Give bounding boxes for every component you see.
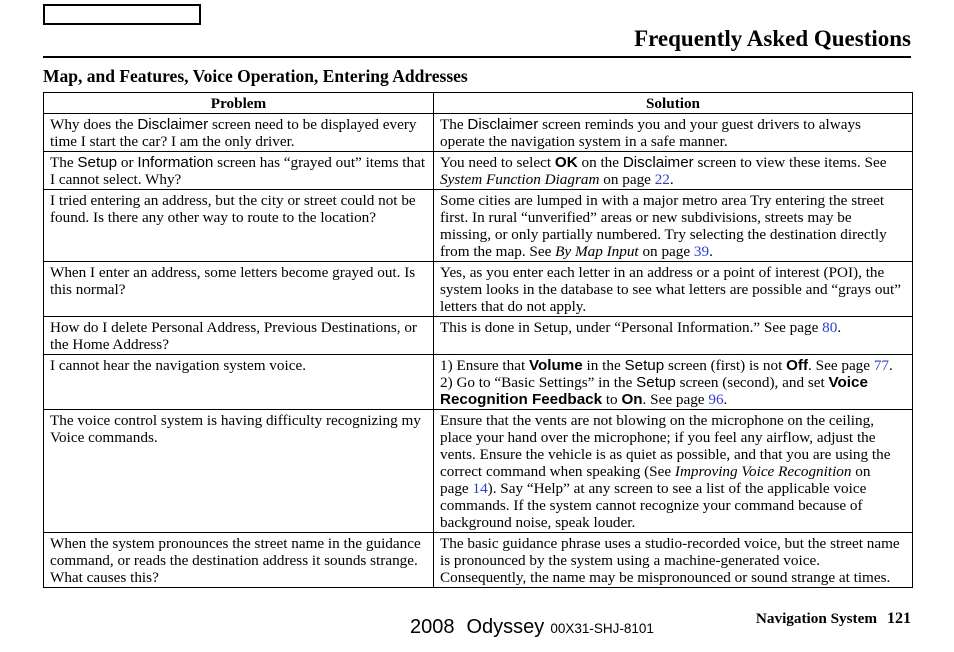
faq-table-head [44, 93, 913, 114]
text-line [50, 264, 429, 281]
problem-cell [44, 262, 434, 317]
text-line [440, 497, 908, 514]
model-name: Odyssey [466, 616, 545, 638]
plain-text: I tried entering an address, but the city or street could not be [50, 192, 416, 209]
text-line [440, 535, 908, 552]
plain-text: this normal? [50, 281, 126, 298]
page-link[interactable]: 14 [472, 480, 488, 497]
page-link[interactable]: 77 [873, 357, 890, 374]
text-line [440, 226, 908, 243]
text-line [440, 281, 908, 298]
plain-text: . [723, 391, 728, 408]
faq-row [44, 533, 913, 588]
solution-cell [434, 410, 913, 533]
page-link[interactable]: 80 [822, 319, 838, 336]
plain-text: is pronounced by the system using a machine-generated voice. [440, 552, 820, 569]
faq-row [44, 152, 913, 190]
plain-text: I cannot hear the navigation system voice. [50, 357, 306, 374]
section-heading: Map, and Features, Voice Operation, Entering Addresses [43, 66, 468, 86]
section-tab-box [43, 4, 201, 25]
plain-text: on page [638, 243, 694, 260]
plain-text: on page [599, 171, 655, 188]
plain-text: on the [577, 154, 623, 171]
text-line [440, 357, 908, 374]
text-line [440, 480, 908, 497]
plain-text: screen has “grayed out” items that [213, 154, 426, 171]
faq-header-row [44, 93, 913, 114]
plain-text: . [709, 243, 713, 260]
problem-cell [44, 152, 434, 190]
plain-text: time I start the car? I am the only driver. [50, 133, 295, 150]
footer-section-label [756, 610, 911, 627]
plain-text: How do I delete Personal Address, Previous Destinations, or [50, 319, 417, 336]
ui-command: Recognition Feedback [440, 391, 603, 408]
ui-command: Volume [529, 357, 583, 374]
text-line [440, 171, 908, 188]
page-number: 121 [887, 610, 911, 627]
plain-text: ). Say “Help” at any screen to see a list of the applicable voice [487, 480, 867, 497]
problem-cell [44, 317, 434, 355]
text-line [50, 412, 429, 429]
solution-cell [434, 355, 913, 410]
faq-table [43, 92, 913, 588]
ui-command: OK [554, 154, 578, 171]
plain-text: background noise, speak louder. [440, 514, 636, 531]
text-line [440, 412, 908, 429]
plain-text: or [117, 154, 138, 171]
plain-text: Ensure that the vents are not blowing on the microphone on the ceiling, [440, 412, 875, 429]
solution-cell [434, 317, 913, 355]
problem-cell [44, 114, 434, 152]
text-line [50, 336, 429, 353]
page-link[interactable]: 39 [693, 243, 710, 260]
text-line [440, 209, 908, 226]
text-line [440, 319, 908, 336]
plain-text: This is done in Setup, under “Personal Information.” See page [440, 319, 823, 336]
plain-text: on [851, 463, 871, 480]
text-line [50, 319, 429, 336]
text-line [50, 192, 429, 209]
plain-text: You need to select [440, 154, 555, 171]
solution-cell [434, 533, 913, 588]
problem-cell [44, 190, 434, 262]
footer-section-name: Navigation System [755, 610, 877, 627]
faq-row [44, 355, 913, 410]
plain-text: The basic guidance phrase uses a studio-recorded voice, but the street name [440, 535, 900, 552]
plain-text: found. Is there any other way to route to the location? [50, 209, 377, 226]
text-line [50, 154, 429, 171]
ui-term: Disclaimer [467, 116, 539, 133]
text-line [440, 298, 908, 315]
plain-text: commands. If the system cannot recognize your command because of [440, 497, 863, 514]
plain-text: the Home Address? [50, 336, 169, 353]
text-line [440, 446, 908, 463]
text-line [440, 243, 908, 260]
plain-text: . [837, 319, 842, 336]
plain-text: . [669, 171, 674, 188]
plain-text: . See page [642, 391, 709, 408]
plain-text: When the system pronounces the street name in the guidance [50, 535, 421, 552]
text-line [440, 463, 908, 480]
text-line [50, 535, 429, 552]
text-line [440, 116, 908, 133]
plain-text: command, or reads the destination address it sounds strange. [50, 552, 418, 569]
ui-command: Off [786, 357, 809, 374]
text-line [50, 209, 429, 226]
text-line [440, 391, 908, 408]
text-line [50, 116, 429, 133]
problem-cell [44, 355, 434, 410]
title-rule [43, 56, 911, 58]
ui-term: Setup [624, 357, 665, 374]
text-line [440, 133, 908, 150]
solution-cell [434, 114, 913, 152]
text-line [440, 264, 908, 281]
text-line [440, 514, 908, 531]
text-line [440, 192, 908, 209]
problem-cell [44, 410, 434, 533]
reference-title: By Map Input [555, 243, 639, 260]
ui-term: Information [137, 154, 214, 171]
plain-text: The [440, 116, 468, 133]
faq-table-body [44, 114, 913, 588]
plain-text: screen reminds you and your guest drivers to always [538, 116, 861, 133]
plain-text: in the [582, 357, 625, 374]
faq-row [44, 190, 913, 262]
plain-text: Some cities are lumped in with a major metro area Try entering the street [440, 192, 885, 209]
plain-text: The [50, 154, 78, 171]
page-link[interactable]: 96 [708, 391, 724, 408]
plain-text: Yes, as you enter each letter in an address or a point of interest (POI), the [440, 264, 885, 281]
ui-term: Setup [77, 154, 118, 171]
model-year: 2008 [410, 616, 455, 638]
plain-text: 1) Ensure that [440, 357, 529, 374]
plain-text: letters that do not apply. [440, 298, 587, 315]
text-line [440, 374, 908, 391]
text-line [50, 569, 429, 586]
faq-row [44, 262, 913, 317]
plain-text: page [440, 480, 473, 497]
text-line [50, 429, 429, 446]
plain-text: vents. Ensure the vehicle is as quiet as possible, and that you are using the [440, 446, 891, 463]
problem-cell [44, 533, 434, 588]
text-line [50, 357, 429, 374]
faq-row [44, 317, 913, 355]
text-line [50, 171, 429, 188]
plain-text: to [602, 391, 622, 408]
ui-term: Setup [636, 374, 676, 391]
text-line [440, 429, 908, 446]
reference-title: System Function Diagram [440, 171, 600, 188]
text-line [50, 281, 429, 298]
solution-column-header: Solution [434, 93, 913, 114]
text-line [440, 552, 908, 569]
part-number: 00X31-SHJ-8101 [550, 621, 654, 636]
solution-cell [434, 262, 913, 317]
plain-text: screen to view these items. See [693, 154, 887, 171]
plain-text: screen need to be displayed every [208, 116, 417, 133]
plain-text: missing, or only partially numbered. Try selecting the destination directly [440, 226, 887, 243]
plain-text: place your hand over the microphone; if you feel any airflow, adjust the [440, 429, 876, 446]
plain-text: The voice control system is having difficulty recognizing my [50, 412, 421, 429]
text-line [50, 552, 429, 569]
plain-text: . See page [808, 357, 874, 374]
plain-text: correct command when speaking (See [440, 463, 675, 480]
page-link[interactable]: 22 [654, 171, 670, 188]
plain-text: operate the navigation system in a safe manner. [440, 133, 728, 150]
faq-row [44, 410, 913, 533]
plain-text: Why does the [50, 116, 138, 133]
ui-command: Voice [828, 374, 868, 391]
reference-title: Improving Voice Recognition [674, 463, 852, 480]
plain-text: 2) Go to “Basic Settings” in the [440, 374, 637, 391]
plain-text: What causes this? [50, 569, 159, 586]
ui-term: Disclaimer [622, 154, 694, 171]
text-line [50, 133, 429, 150]
plain-text: screen (second), and set [675, 374, 829, 391]
plain-text: I cannot select. Why? [50, 171, 182, 188]
ui-command: On [621, 391, 643, 408]
ui-term: Disclaimer [137, 116, 209, 133]
footer-book-id [410, 617, 654, 637]
problem-column-header: Problem [44, 93, 434, 114]
solution-cell [434, 190, 913, 262]
page-title: Frequently Asked Questions [634, 26, 911, 51]
plain-text: Voice commands. [50, 429, 158, 446]
plain-text: Consequently, the name may be mispronounced or sound strange at times. [440, 569, 891, 586]
faq-row [44, 114, 913, 152]
text-line [440, 154, 908, 171]
plain-text: first. In rural “unverified” areas or new subdivisions, streets may be [440, 209, 852, 226]
plain-text: When I enter an address, some letters become grayed out. Is [50, 264, 416, 281]
solution-cell [434, 152, 913, 190]
plain-text: system looks in the database to see what letters are possible and “grays out” [440, 281, 901, 298]
plain-text: from the map. See [440, 243, 556, 260]
plain-text: screen (first) is not [664, 357, 787, 374]
text-line [440, 569, 908, 586]
plain-text: . [889, 357, 893, 374]
